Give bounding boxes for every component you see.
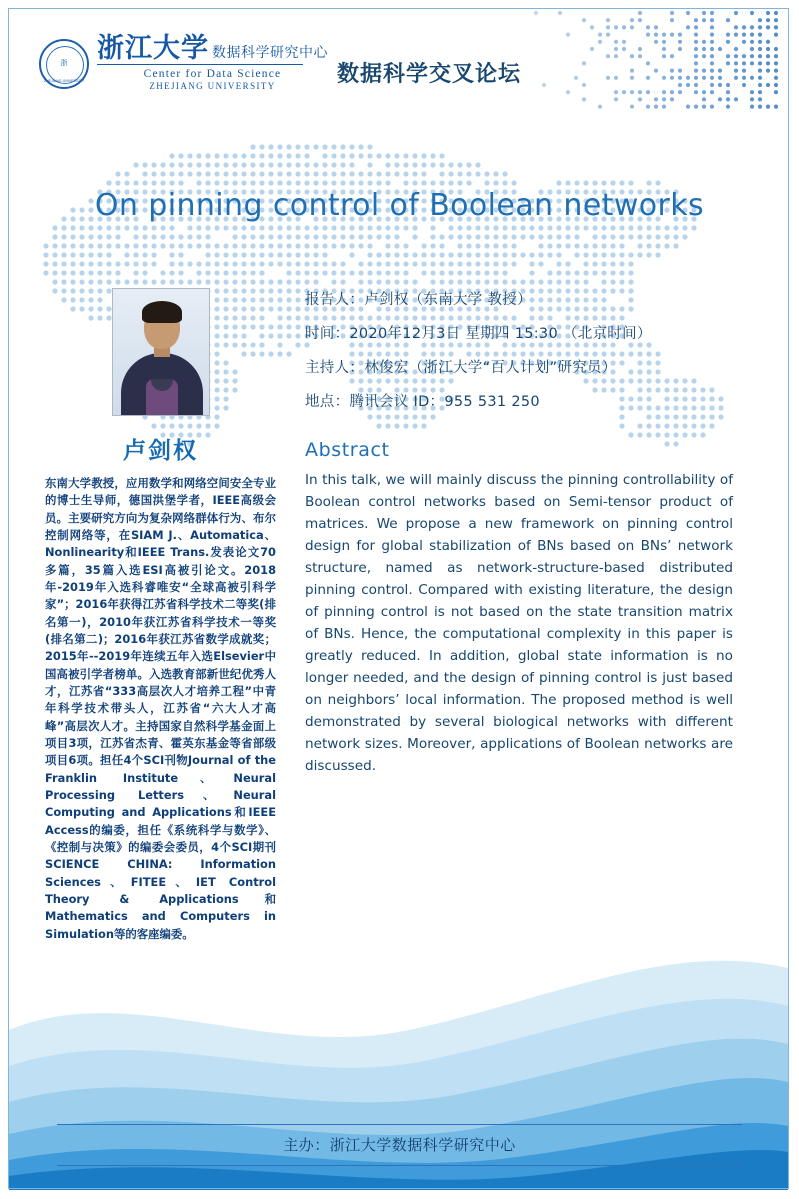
logo-text-column — [97, 35, 328, 93]
zju-seal-english: ZHEJIANG UNIVERSITY — [43, 78, 85, 83]
center-name-cn: 数据科学研究中心 — [212, 45, 328, 61]
center-name-en: Center for Data Science — [143, 68, 282, 80]
logo-divider — [97, 64, 303, 65]
university-name-cn: 浙江大学 — [97, 33, 209, 64]
page-title: On pinning control of Boolean networks — [94, 188, 705, 223]
footer-organizer: 主办：浙江大学数据科学研究中心 — [283, 1136, 516, 1154]
poster-footer — [9, 1124, 790, 1166]
forum-title: 数据科学交叉论坛 — [337, 61, 522, 87]
meta-speaker: 报告人：卢剑权（东南大学 教授） — [305, 292, 532, 308]
abstract-heading: Abstract — [305, 439, 390, 461]
meta-location: 地点：腾讯会议 ID：955 531 250 — [305, 394, 540, 410]
university-name-en: ZHEJIANG UNIVERSITY — [149, 81, 276, 92]
speaker-photo — [112, 288, 210, 416]
zju-logo — [39, 35, 328, 93]
zju-seal-icon — [39, 39, 89, 89]
footer-divider-bottom — [57, 1165, 742, 1166]
speaker-column — [45, 288, 276, 943]
speaker-bio: 东南大学教授，应用数学和网络空间安全专业的博士生导师，德国洪堡学者，IEEE高级会员。主要研究方向为复杂网络群体行为、布尔控制网络等，在SIAM J.、Automatica、Nonlinearity和IEEE Trans.发表论文70多篇，35篇入选ESI高被引论文。2018年-2019年入选科睿唯安“全球高被引科学家”；2016年获得江苏省科学技术二等奖(排名第一)，2010年获江苏省科学技术一等奖(排名第二)；2016年获江苏省数学成就奖；2015年--2019年连续五年入选Elsevier中国高被引学者榜单。入选教育部新世纪优秀人才，江苏省“333高层次人才培养工程”中青年科学技术带头人，江苏省“六大人才高峰”高层次人才。主持国家自然科学基金面上项目3项，江苏省杰青、霍英东基金等省部级项目6项。担任4个SCI刊物Journal of the Franklin Institute、Neural Processing Letters、Neural Computing and Applications和IEEE Access的编委，担任《系统科学与数学》、《控制与决策》的编委会委员，4个SCI期刊SCIENCE CHINA: Information Sciences、FITEE、IET Control Theory & Applications和Mathematics and Computers in Simulation等的客座编委。 — [45, 476, 276, 941]
poster-header — [9, 9, 788, 111]
speaker-name: 卢剑权 — [123, 437, 198, 464]
details-column — [305, 288, 733, 777]
meta-time: 时间：2020年12月3日 星期四 15:30 （北京时间） — [305, 326, 652, 342]
abstract-text: In this talk, we will mainly discuss the pinning controllability of Boolean control networks based on Semi-tensor product of matrices. We propose a new framework on pinning control design for global stabilization of BNs based on BNs’ network structure, named as network-structure-based distributed pinning control. Compared with existing literature, the design of pinning control is not based on the state transition matrix of BNs. Hence, the computational complexity in this paper is greatly reduced. In addition, global state information is no longer needed, and the design of pinning control is just based on neighbors’ local information. The proposed method is well demonstrated by several biological networks with different network sizes. Moreover, applications of Boolean networks are discussed. — [305, 472, 733, 775]
zju-seal-char: 浙 — [60, 58, 68, 67]
meta-host: 主持人：林俊宏（浙江大学“百人计划”研究员） — [305, 360, 617, 376]
